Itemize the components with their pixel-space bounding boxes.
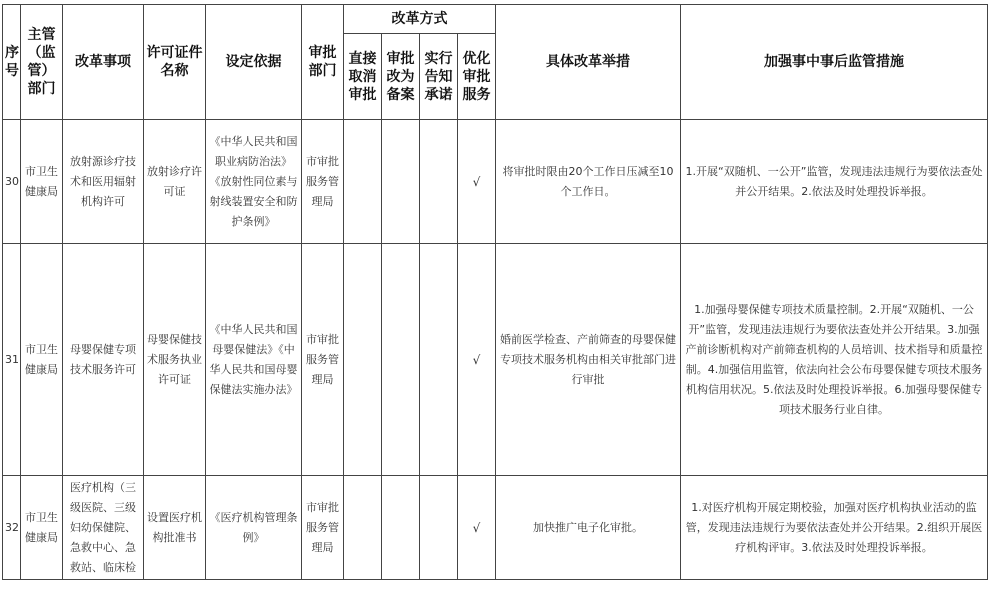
table-row [3,244,988,476]
cell-license: 放射诊疗许可证 [144,120,206,244]
cell-measures: 婚前医学检查、产前筛查的母婴保健专项技术服务机构由相关审批部门进行审批 [496,244,681,476]
checkmark-icon: √ [458,244,496,476]
cell-measures: 将审批时限由20个工作日压减至10个工作日。 [496,120,681,244]
cell-dept: 市卫生健康局 [21,476,63,580]
cell-item: 医疗机构（三级医院、三级妇幼保健院、急救中心、急救站、临床检 [63,476,144,580]
cell-license: 母婴保健技术服务执业许可证 [144,244,206,476]
header-notify-commit: 实行告知承诺 [420,34,458,120]
table-row [3,476,988,580]
cell-seq: 31 [3,244,21,476]
cell-seq: 32 [3,476,21,580]
cell-direct-cancel [344,476,382,580]
header-row [3,5,988,34]
checkmark-icon: √ [458,120,496,244]
header-license: 许可证件名称 [144,5,206,120]
table-row [3,120,988,244]
header-item: 改革事项 [63,5,144,120]
cell-approval-dept: 市审批服务管理局 [302,120,344,244]
cell-direct-cancel [344,244,382,476]
reform-table [2,4,988,580]
header-method-group: 改革方式 [344,5,496,34]
cell-seq: 30 [3,120,21,244]
cell-item: 母婴保健专项技术服务许可 [63,244,144,476]
header-measures: 具体改革举措 [496,5,681,120]
header-dept: 主管（监管）部门 [21,5,63,120]
cell-basis: 《中华人民共和国职业病防治法》《放射性同位素与射线装置安全和防护条例》 [206,120,302,244]
cell-item: 放射源诊疗技术和医用辐射机构许可 [63,120,144,244]
cell-basis: 《医疗机构管理条例》 [206,476,302,580]
cell-approval-dept: 市审批服务管理局 [302,476,344,580]
cell-change-filing [382,120,420,244]
header-approval-dept: 审批部门 [302,5,344,120]
header-direct-cancel: 直接取消审批 [344,34,382,120]
cell-direct-cancel [344,120,382,244]
cell-notify-commit [420,476,458,580]
header-supervision: 加强事中事后监管措施 [681,5,988,120]
header-seq: 序号 [3,5,21,120]
header-change-filing: 审批改为备案 [382,34,420,120]
cell-dept: 市卫生健康局 [21,120,63,244]
header-optimize: 优化审批服务 [458,34,496,120]
cell-notify-commit [420,244,458,476]
cell-supervision: 1.开展“双随机、一公开”监管，发现违法违规行为要依法查处并公开结果。2.依法及时处理投诉举报。 [681,120,988,244]
cell-change-filing [382,476,420,580]
cell-notify-commit [420,120,458,244]
cell-supervision: 1.对医疗机构开展定期校验，加强对医疗机构执业活动的监管，发现违法违规行为要依法查处并公开结果。2.组织开展医疗机构评审。3.依法及时处理投诉举报。 [681,476,988,580]
cell-dept: 市卫生健康局 [21,244,63,476]
header-basis: 设定依据 [206,5,302,120]
checkmark-icon: √ [458,476,496,580]
cell-supervision: 1.加强母婴保健专项技术质量控制。2.开展“双随机、一公开”监管，发现违法违规行为要依法查处并公开结果。3.加强产前诊断机构对产前筛查机构的人员培训、技术指导和质量控制。4.加强信用监管，依法向社会公布母婴保健专项技术服务机构信用状况。5.依法及时处理投诉举报。6.加强母婴保健专项技术服务行业自律。 [681,244,988,476]
cell-license: 设置医疗机构批准书 [144,476,206,580]
cell-measures: 加快推广电子化审批。 [496,476,681,580]
cell-basis: 《中华人民共和国母婴保健法》《中华人民共和国母婴保健法实施办法》 [206,244,302,476]
cell-approval-dept: 市审批服务管理局 [302,244,344,476]
cell-change-filing [382,244,420,476]
